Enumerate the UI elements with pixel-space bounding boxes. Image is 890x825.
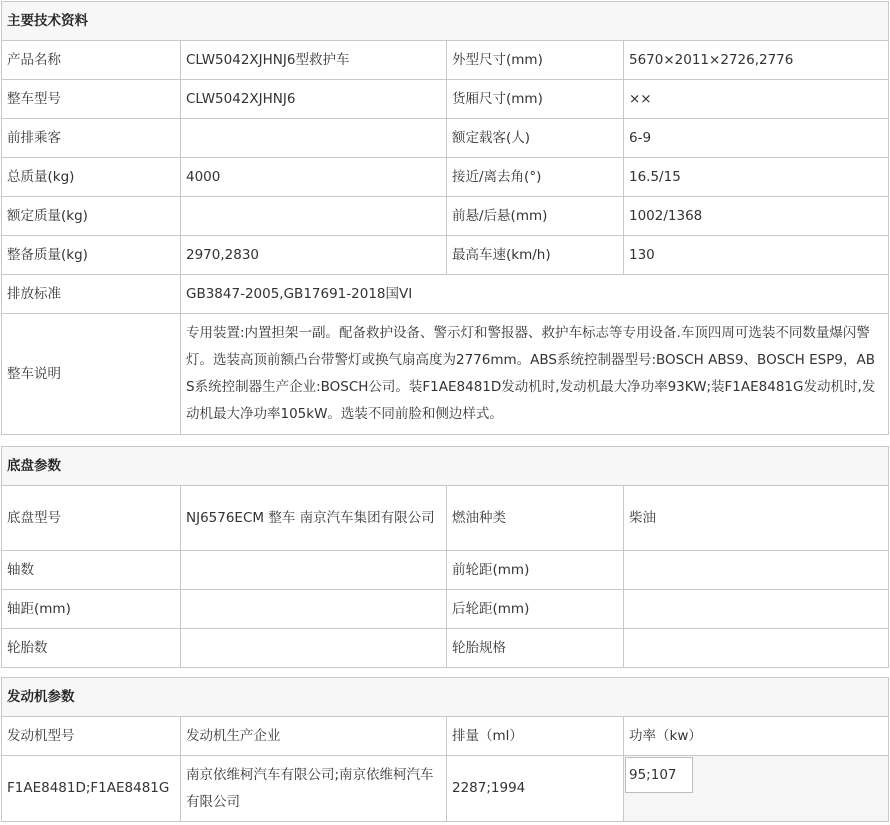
cell-value xyxy=(181,629,447,668)
table-row xyxy=(2,756,889,822)
table-row xyxy=(2,590,889,629)
cell-value: CLW5042XJHNJ6型救护车 xyxy=(181,41,447,80)
section-title-chassis: 底盘参数 xyxy=(2,447,889,486)
cell-value: CLW5042XJHNJ6 xyxy=(181,80,447,119)
power-value: 95;107 xyxy=(625,757,693,793)
cell-label: 前轮距(mm) xyxy=(447,551,624,590)
chassis-section-header xyxy=(2,447,889,486)
cell-value: 16.5/15 xyxy=(624,158,889,197)
cell-value: 4000 xyxy=(181,158,447,197)
table-row xyxy=(2,41,889,80)
cell-value: 5670×2011×2726,2776 xyxy=(624,41,889,80)
cell-label: 最高车速(km/h) xyxy=(447,236,624,275)
engine-spec-table xyxy=(1,677,889,822)
cell-label: 前排乘客 xyxy=(2,119,181,158)
emission-label: 排放标准 xyxy=(2,275,181,314)
tech-section-header xyxy=(2,2,889,41)
cell-label: 轮胎数 xyxy=(2,629,181,668)
cell-label: 额定载客(人) xyxy=(447,119,624,158)
description-label: 整车说明 xyxy=(2,314,181,435)
chassis-spec-table xyxy=(1,446,889,668)
table-row xyxy=(2,119,889,158)
cell-value: ×× xyxy=(624,80,889,119)
table-row xyxy=(2,236,889,275)
cell-value: 1002/1368 xyxy=(624,197,889,236)
table-row xyxy=(2,158,889,197)
cell-value xyxy=(181,551,447,590)
section-title-tech: 主要技术资料 xyxy=(2,2,889,41)
column-header: 功率（kw） xyxy=(624,717,889,756)
cell-label: 整备质量(kg) xyxy=(2,236,181,275)
table-row xyxy=(2,486,889,551)
cell-label: 整车型号 xyxy=(2,80,181,119)
table-row xyxy=(2,80,889,119)
description-value: 专用装置:内置担架一副。配备救护设备、警示灯和警报器、救护车标志等专用设备.车顶四周可选装不同数量爆闪警灯。选装高顶前额凸台带警灯或换气扇高度为2776mm。ABS系统控制器型号:BOSCH ABS9、BOSCH ESP9，ABS系统控制器生产企业:BOSCH公司。装F1AE8481D发动机时,发动机最大净功率93KW;装F1AE8481G发动机时,发动机最大净功率105kW。选装不同前脸和侧边样式。 xyxy=(181,314,889,435)
table-row xyxy=(2,314,889,435)
cell-label: 总质量(kg) xyxy=(2,158,181,197)
column-header: 发动机生产企业 xyxy=(181,717,447,756)
cell-value: 柴油 xyxy=(624,486,889,551)
cell-value xyxy=(181,119,447,158)
engine-model-value: F1AE8481D;F1AE8481G xyxy=(2,756,181,822)
table-row xyxy=(2,629,889,668)
cell-label: 外型尺寸(mm) xyxy=(447,41,624,80)
power-cell xyxy=(624,756,889,822)
cell-value xyxy=(181,590,447,629)
cell-value: 2970,2830 xyxy=(181,236,447,275)
cell-label: 产品名称 xyxy=(2,41,181,80)
table-row xyxy=(2,275,889,314)
table-row xyxy=(2,551,889,590)
cell-label: 前悬/后悬(mm) xyxy=(447,197,624,236)
cell-value xyxy=(624,629,889,668)
emission-value: GB3847-2005,GB17691-2018国VI xyxy=(181,275,889,314)
tech-spec-table xyxy=(1,1,889,435)
cell-value xyxy=(624,590,889,629)
cell-label: 后轮距(mm) xyxy=(447,590,624,629)
cell-label: 接近/离去角(°) xyxy=(447,158,624,197)
cell-label: 货厢尺寸(mm) xyxy=(447,80,624,119)
table-row xyxy=(2,197,889,236)
cell-label: 燃油种类 xyxy=(447,486,624,551)
cell-label: 轮胎规格 xyxy=(447,629,624,668)
cell-label: 额定质量(kg) xyxy=(2,197,181,236)
table-header-row xyxy=(2,717,889,756)
cell-value: 6-9 xyxy=(624,119,889,158)
section-title-engine: 发动机参数 xyxy=(2,678,889,717)
cell-value: 130 xyxy=(624,236,889,275)
cell-label: 轴数 xyxy=(2,551,181,590)
cell-value: NJ6576ECM 整车 南京汽车集团有限公司 xyxy=(181,486,447,551)
column-header: 排量（ml） xyxy=(447,717,624,756)
engine-maker-value: 南京依维柯汽车有限公司;南京依维柯汽车有限公司 xyxy=(181,756,447,822)
cell-value xyxy=(624,551,889,590)
engine-section-header xyxy=(2,678,889,717)
cell-value xyxy=(181,197,447,236)
cell-label: 底盘型号 xyxy=(2,486,181,551)
displacement-value: 2287;1994 xyxy=(447,756,624,822)
column-header: 发动机型号 xyxy=(2,717,181,756)
cell-label: 轴距(mm) xyxy=(2,590,181,629)
